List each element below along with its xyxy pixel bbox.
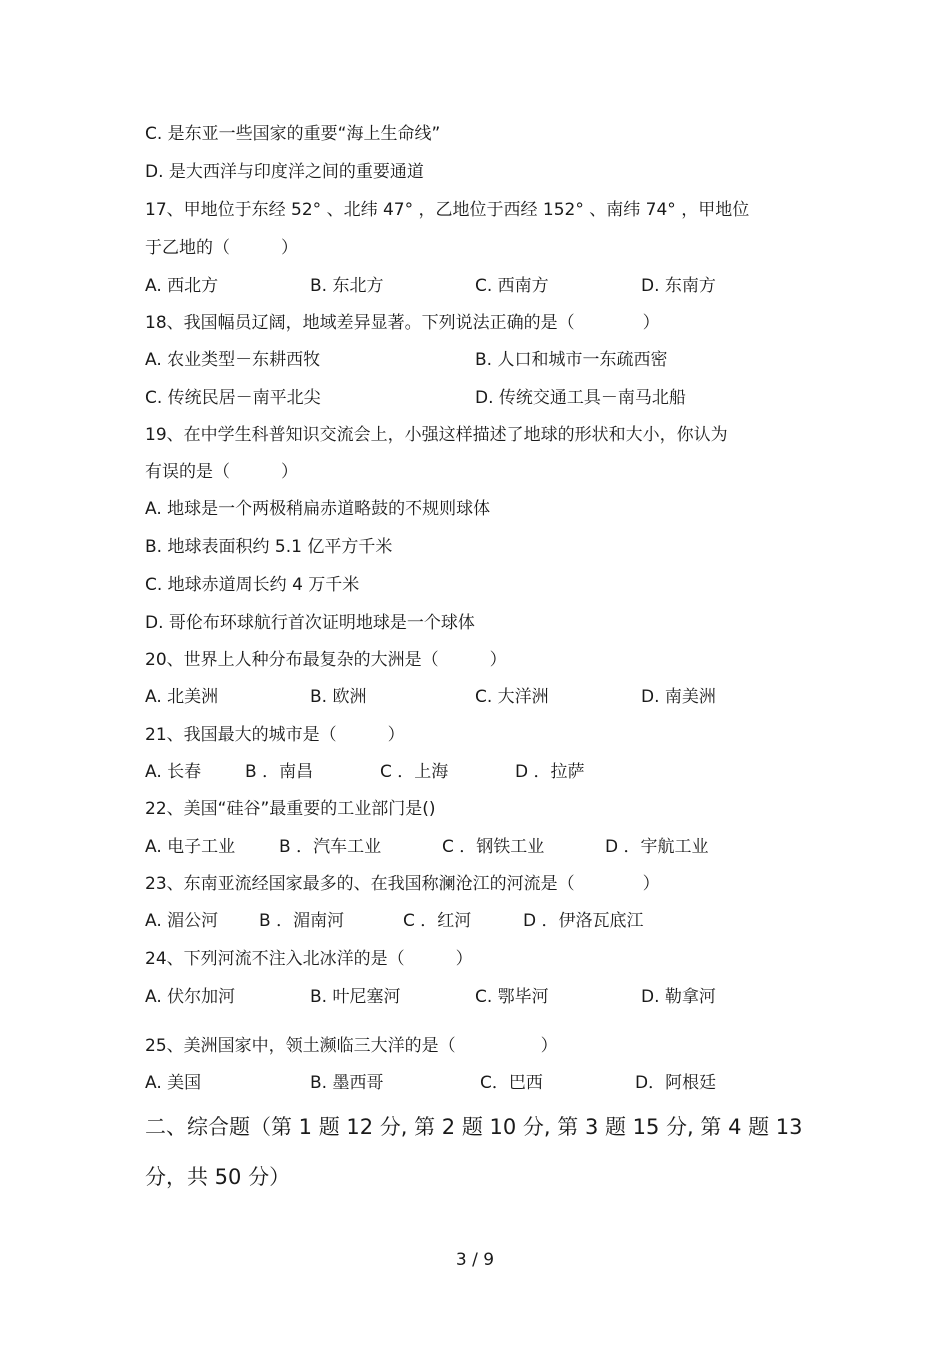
q23-options [145,910,825,932]
q23-option-d: D ．伊洛瓦底江 [523,911,644,931]
q24-stem: 24、下列河流不注入北冰洋的是（ ） [145,949,473,969]
q22-stem: 22、美国“硅谷”最重要的工业部门是() [145,799,436,819]
q19-stem-line1: 19、在中学生科普知识交流会上，小强这样描述了地球的形状和大小，你认为 [145,425,728,445]
q17-stem-line1: 17、甲地位于东经 52° 、北纬 47° ，乙地位于西经 152° 、南纬 74° ，甲地位 [145,200,750,220]
q22-options [145,836,825,858]
q24-options [145,986,825,1008]
q20-option-a: A. 北美洲 [145,687,219,707]
q20-options [145,686,825,708]
q23-option-c: C ．红河 [403,911,472,931]
q16-option-c: C. 是东亚一些国家的重要“海上生命线” [145,124,441,144]
section-heading-line1: 二、综合题（第 1 题 12 分, 第 2 题 10 分, 第 3 题 15 分, 第 4 题 13 [145,1115,803,1139]
q25-option-a: A. 美国 [145,1073,202,1093]
q22-option-b: B ．汽车工业 [279,837,382,857]
q17-option-a: A. 西北方 [145,276,219,296]
q24-option-a: A. 伏尔加河 [145,987,236,1007]
q22-option-a: A. 电子工业 [145,837,236,857]
q19-option-a: A. 地球是一个两极稍扁赤道略鼓的不规则球体 [145,499,491,519]
q21-stem: 21、我国最大的城市是（ ） [145,725,405,745]
page-number: 3 / 9 [455,1250,495,1270]
q24-option-b: B. 叶尼塞河 [310,987,401,1007]
q21-option-d: D ．拉萨 [515,762,585,782]
q25-option-d: D．阿根廷 [635,1073,717,1093]
q23-stem: 23、东南亚流经国家最多的、在我国称澜沧江的河流是（ ） [145,874,660,894]
q23-option-b: B ．湄南河 [259,911,345,931]
q24-option-d: D. 勒拿河 [641,987,716,1007]
q18-options-row2 [145,387,825,409]
q17-option-c: C. 西南方 [475,276,549,296]
q19-option-b: B. 地球表面积约 5.1 亿平方千米 [145,537,393,557]
q25-options [145,1072,825,1094]
q20-option-b: B. 欧洲 [310,687,367,707]
q18-option-a: A. 农业类型－东耕西牧 [145,350,321,370]
q23-option-a: A. 湄公河 [145,911,219,931]
q22-option-d: D ．宇航工业 [605,837,709,857]
q21-options [145,761,825,783]
q18-option-b: B. 人口和城市一东疏西密 [475,350,668,370]
q22-option-c: C ．钢铁工业 [442,837,545,857]
q19-option-d: D. 哥伦布环球航行首次证明地球是一个球体 [145,613,475,633]
q19-option-c: C. 地球赤道周长约 4 万千米 [145,575,360,595]
q25-option-c: C．巴西 [480,1073,543,1093]
q25-stem: 25、美洲国家中，领土濒临三大洋的是（ ） [145,1036,558,1056]
q17-stem-line2: 于乙地的（ ） [145,238,298,258]
q21-option-b: B ．南昌 [245,762,314,782]
q17-options [145,275,825,297]
q17-option-b: B. 东北方 [310,276,384,296]
q18-option-d: D. 传统交通工具－南马北船 [475,388,686,408]
q25-option-b: B. 墨西哥 [310,1073,384,1093]
q18-options-row1 [145,349,825,371]
section-heading-line2: 分，共 50 分） [145,1165,291,1189]
q24-option-c: C. 鄂毕河 [475,987,549,1007]
q20-stem: 20、世界上人种分布最复杂的大洲是（ ） [145,650,507,670]
q18-option-c: C. 传统民居－南平北尖 [145,388,321,408]
q18-stem: 18、我国幅员辽阔，地域差异显著。下列说法正确的是（ ） [145,313,660,333]
q17-option-d: D. 东南方 [641,276,716,296]
q21-option-a: A. 长春 [145,762,202,782]
q16-option-d: D. 是大西洋与印度洋之间的重要通道 [145,162,424,182]
q21-option-c: C ．上海 [380,762,449,782]
q20-option-c: C. 大洋洲 [475,687,549,707]
q19-stem-line2: 有误的是（ ） [145,462,298,482]
q20-option-d: D. 南美洲 [641,687,716,707]
